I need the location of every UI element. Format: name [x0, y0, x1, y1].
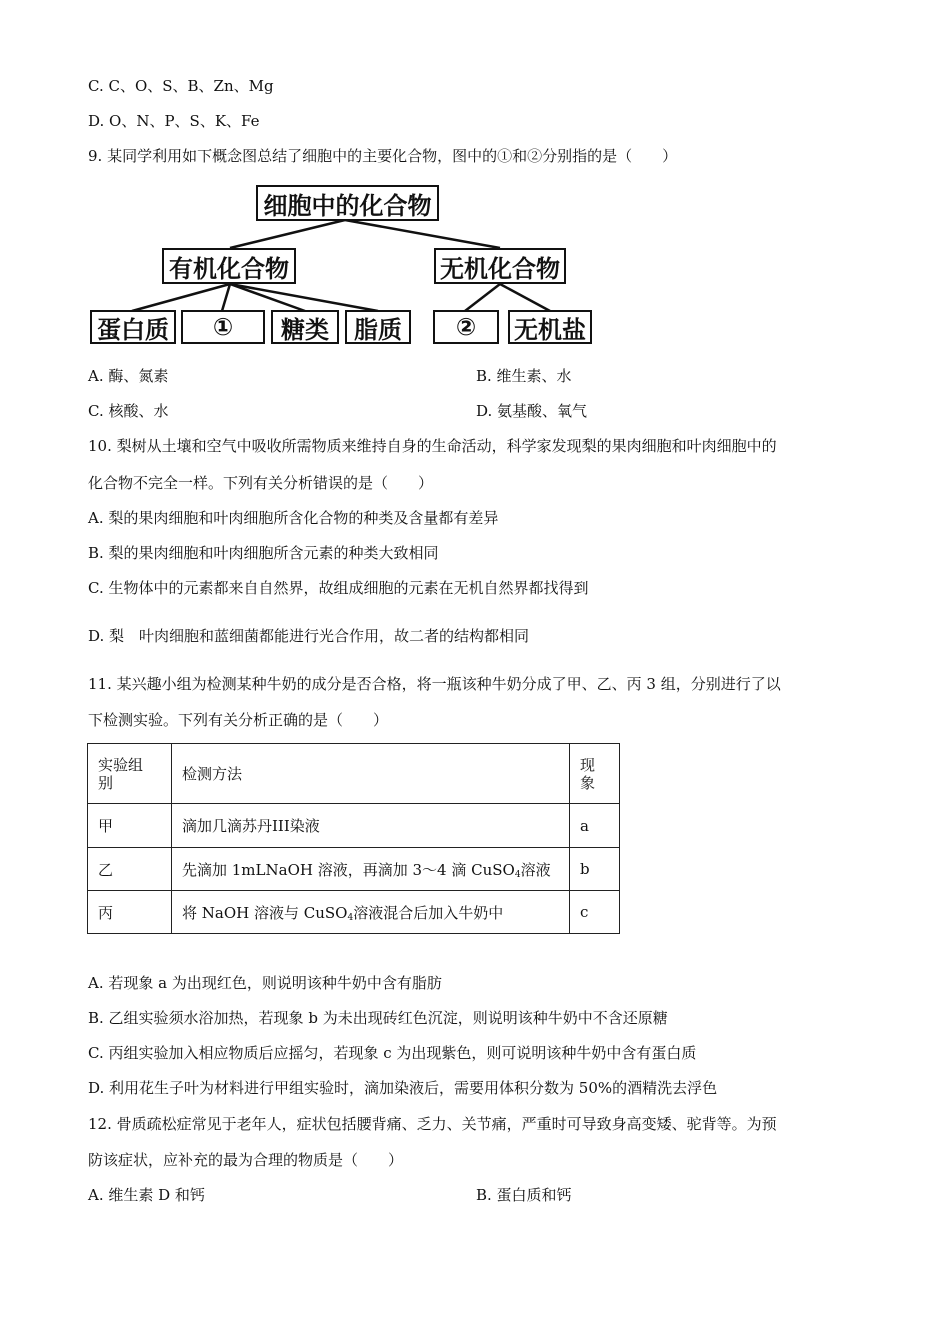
q9-option-d: D. 氨基酸、氧气 — [476, 402, 588, 420]
q9-stem: 9. 某同学利用如下概念图总结了细胞中的主要化合物，图中的①和②分别指的是（ ） — [88, 147, 678, 165]
prev-option-c: C. C、O、S、B、Zn、Mg — [88, 77, 274, 95]
q11-option-b: B. 乙组实验须水浴加热，若现象 b 为未出现砖红色沉淀，则说明该种牛奶中不含还原糖 — [88, 1009, 668, 1027]
q10-option-a: A. 梨的果肉细胞和叶肉细胞所含化合物的种类及含量都有差异 — [88, 509, 499, 527]
node-inorganic-salt: 无机盐 — [508, 310, 592, 344]
q11-option-d: D. 利用花生子叶为材料进行甲组实验时，滴加染液后，需要用体积分数为 50%的酒精洗去浮色 — [88, 1079, 718, 1097]
node-protein: 蛋白质 — [90, 310, 176, 344]
prev-option-d: D. O、N、P、S、K、Fe — [88, 112, 260, 130]
row-group: 甲 — [88, 804, 172, 848]
concept-map-lines — [0, 0, 950, 360]
header-group: 实验组 别 — [88, 744, 172, 804]
node-inorganic: 无机化合物 — [434, 248, 566, 284]
q10-option-b: B. 梨的果肉细胞和叶肉细胞所含元素的种类大致相同 — [88, 544, 439, 562]
row-method: 滴加几滴苏丹III染液 — [172, 804, 570, 848]
q10-stem-line1: 10. 梨树从土壤和空气中吸收所需物质来维持自身的生命活动，科学家发现梨的果肉细胞和叶肉细胞中的 — [88, 437, 777, 455]
q11-stem-line1: 11. 某兴趣小组为检测某种牛奶的成分是否合格，将一瓶该种牛奶分成了甲、乙、丙 3 组，分别进行了以 — [88, 675, 781, 693]
row-method: 先滴加 1mLNaOH 溶液，再滴加 3～4 滴 CuSO$_4$溶液 — [172, 848, 570, 891]
table-header-row — [88, 744, 620, 804]
row-result: a — [570, 804, 620, 848]
q9-option-b: B. 维生素、水 — [476, 367, 572, 385]
q10-option-c: C. 生物体中的元素都来自自然界，故组成细胞的元素在无机自然界都找得到 — [88, 579, 589, 597]
q10-stem-line2: 化合物不完全一样。下列有关分析错误的是（ ） — [88, 474, 434, 492]
row-result: b — [570, 848, 620, 891]
table-row — [88, 848, 620, 891]
experiment-table — [87, 743, 620, 934]
q9-option-c: C. 核酸、水 — [88, 402, 169, 420]
q12-stem-line2: 防该症状，应补充的最为合理的物质是（ ） — [88, 1151, 404, 1169]
row-method: 将 NaOH 溶液与 CuSO$_4$溶液混合后加入牛奶中 — [172, 891, 570, 934]
q11-stem-line2: 下检测实验。下列有关分析正确的是（ ） — [88, 711, 389, 729]
q11-option-a: A. 若现象 a 为出现红色，则说明该种牛奶中含有脂肪 — [88, 974, 442, 992]
q12-stem-line1: 12. 骨质疏松症常见于老年人，症状包括腰背痛、乏力、关节痛，严重时可导致身高变矮、驼背等。为预 — [88, 1115, 777, 1133]
node-organic: 有机化合物 — [162, 248, 296, 284]
q10-option-d: D. 梨 叶肉细胞和蓝细菌都能进行光合作用，故二者的结构都相同 — [88, 627, 530, 645]
header-method: 检测方法 — [172, 744, 570, 804]
node-sugar: 糖类 — [271, 310, 339, 344]
header-phenomenon: 现 象 — [570, 744, 620, 804]
row-group: 乙 — [88, 848, 172, 891]
q12-option-a: A. 维生素 D 和钙 — [88, 1186, 205, 1204]
q11-option-c: C. 丙组实验加入相应物质后应摇匀，若现象 c 为出现紫色，则可说明该种牛奶中含有蛋白质 — [88, 1044, 697, 1062]
table-row — [88, 804, 620, 848]
node-blank-1: ① — [181, 310, 265, 344]
row-result: c — [570, 891, 620, 934]
q9-option-a: A. 酶、氮素 — [88, 367, 169, 385]
node-lipid: 脂质 — [345, 310, 411, 344]
table-row — [88, 891, 620, 934]
row-group: 丙 — [88, 891, 172, 934]
node-root: 细胞中的化合物 — [256, 185, 439, 221]
q12-option-b: B. 蛋白质和钙 — [476, 1186, 572, 1204]
node-blank-2: ② — [433, 310, 499, 344]
